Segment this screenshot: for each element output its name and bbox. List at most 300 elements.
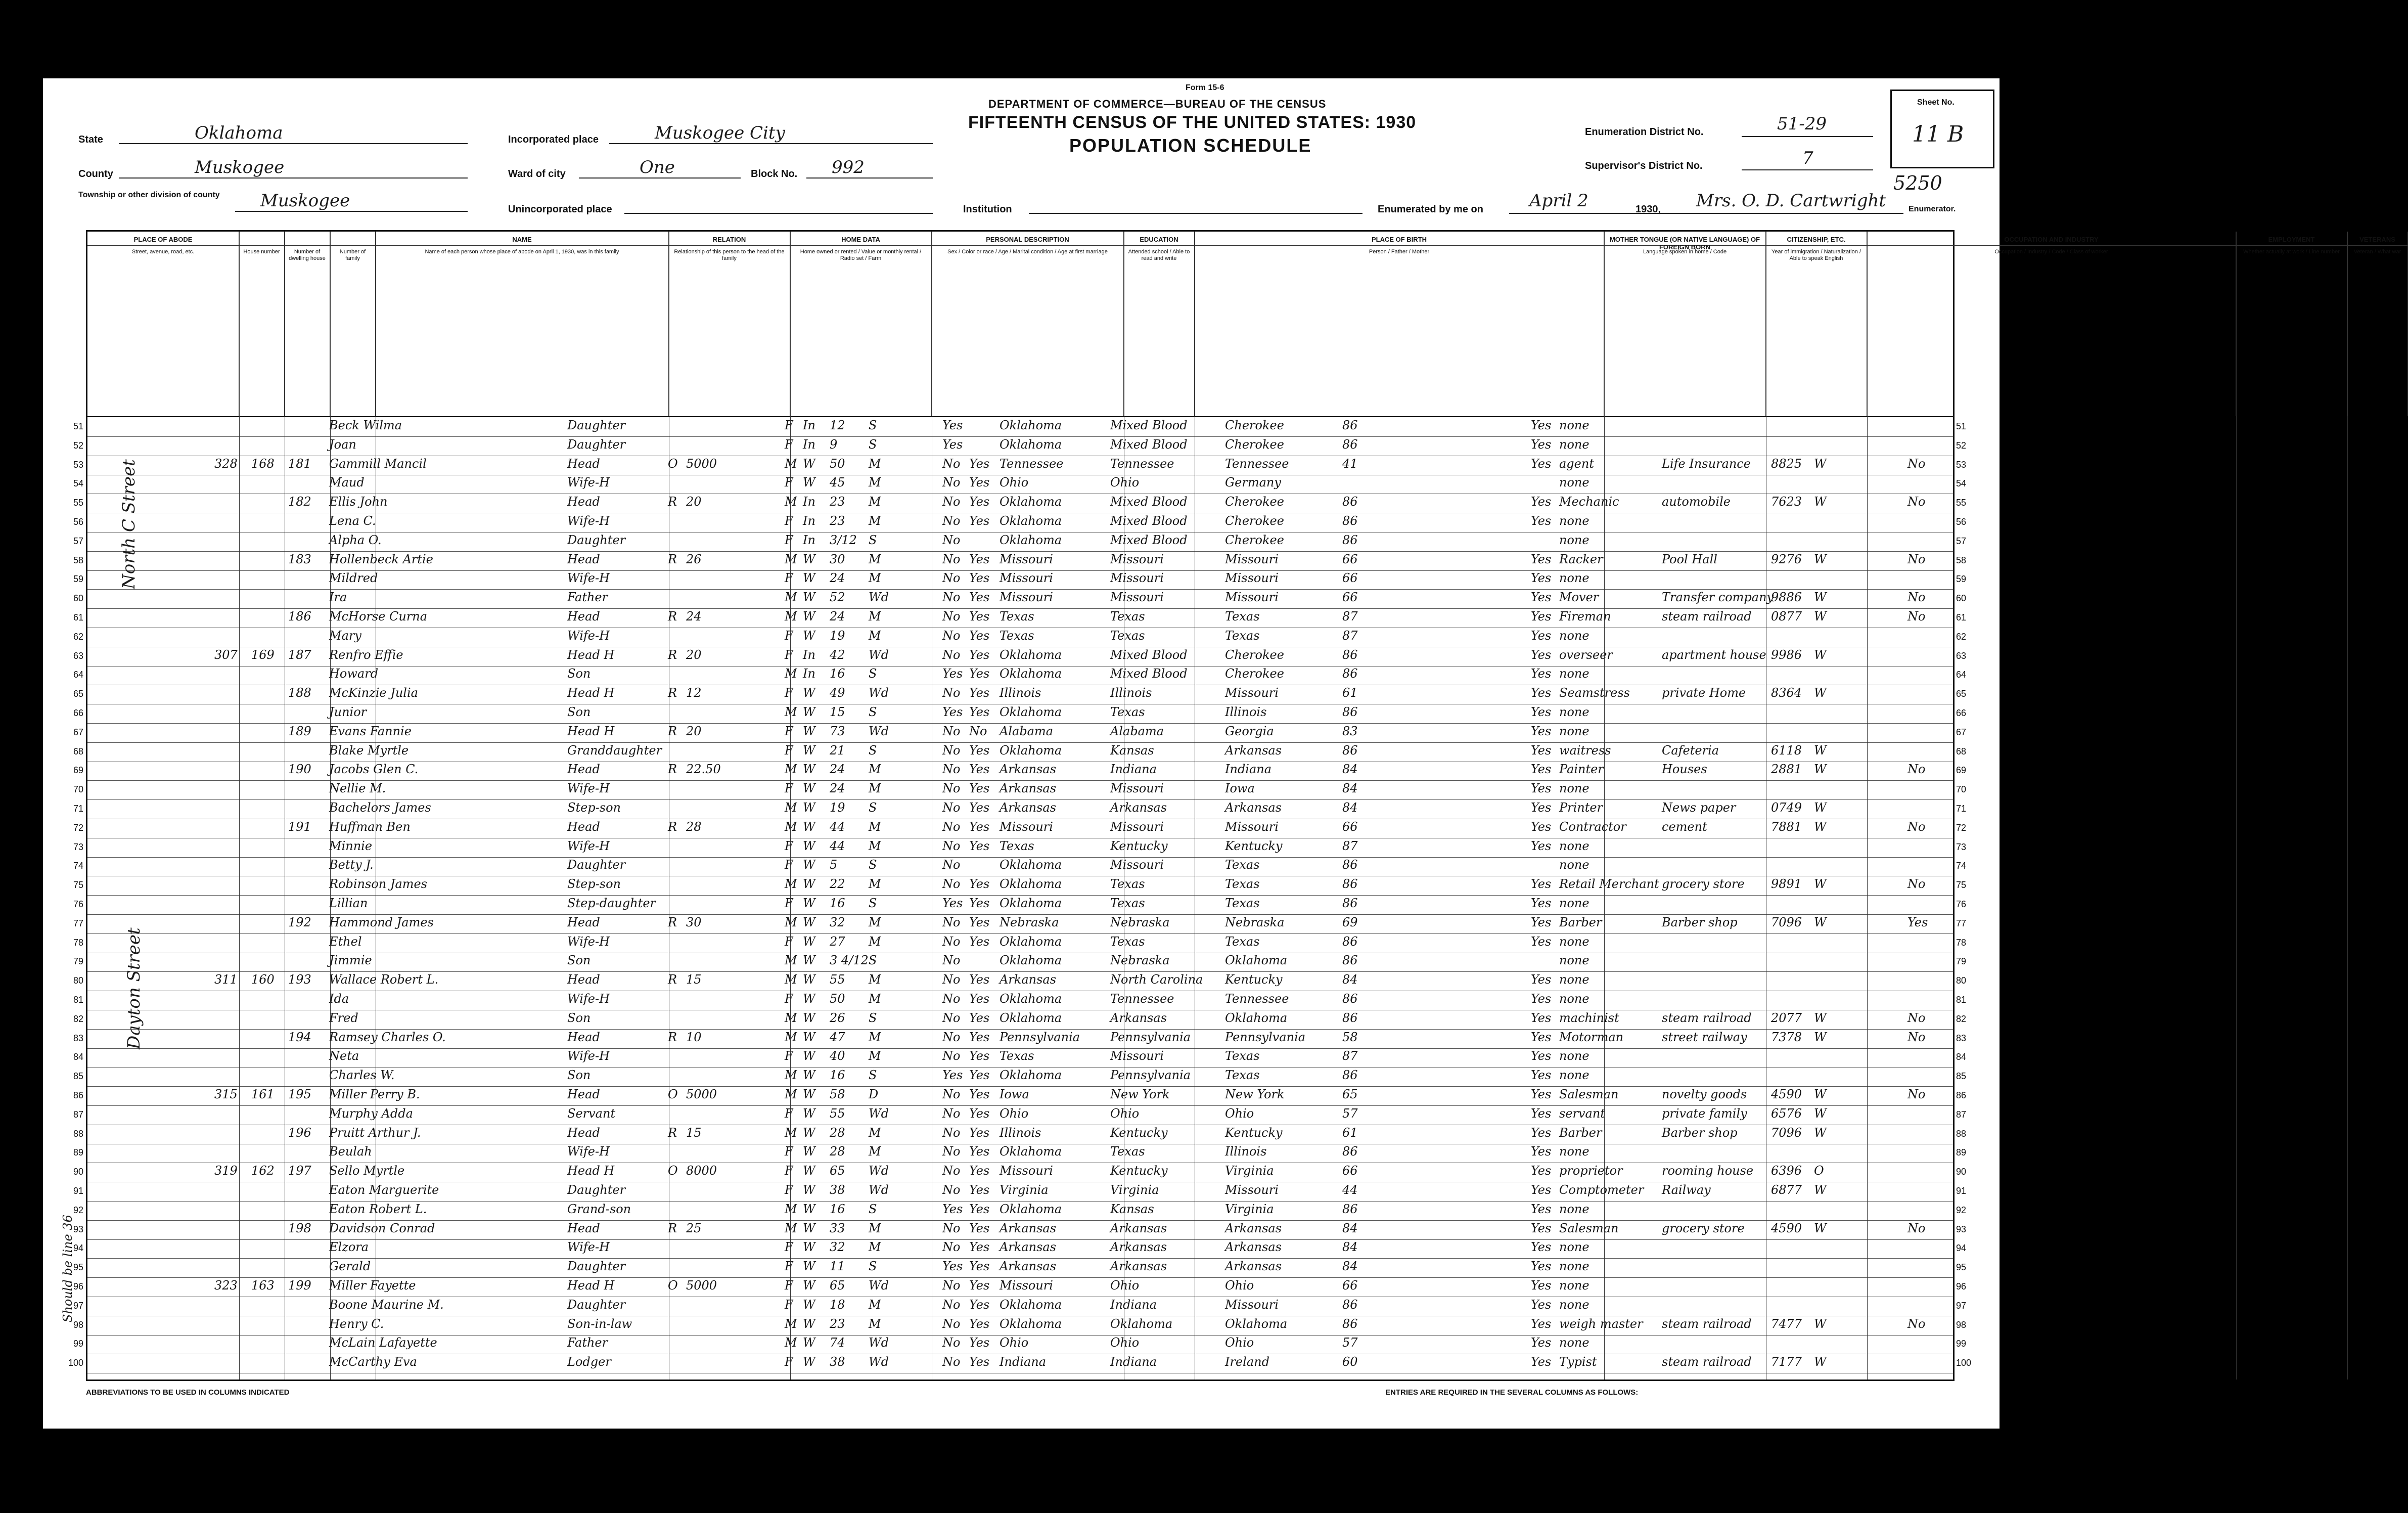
cell-english: Yes — [1531, 686, 1552, 700]
cell-occ_code: 7477 — [1771, 1316, 1802, 1331]
cell-name: Huffman Ben — [329, 819, 411, 834]
cell-birth: Oklahoma — [999, 858, 1062, 872]
cell-school: No — [942, 838, 961, 853]
cell-mother: Missouri — [1225, 552, 1279, 566]
cell-occupation: none — [1559, 1278, 1589, 1293]
incorporated-value: Muskogee City — [655, 123, 785, 143]
cell-tenure: R — [668, 724, 677, 738]
cell-sex: F — [785, 514, 793, 528]
cell-code: 86 — [1342, 953, 1358, 968]
cell-read: Yes — [969, 992, 990, 1006]
cell-birth: Oklahoma — [999, 1144, 1062, 1159]
column-header — [1195, 232, 1604, 416]
column-header — [1766, 232, 1867, 416]
cell-name: McKinzie Julia — [329, 686, 418, 700]
cell-read: Yes — [969, 475, 990, 490]
line-number-right: 82 — [1956, 1013, 1967, 1024]
table-row — [73, 761, 1967, 781]
cell-occ_code: 7881 — [1771, 819, 1802, 834]
line-number-right: 54 — [1956, 478, 1967, 489]
cell-house: 311 — [214, 972, 238, 987]
enumerated-date: April 2 — [1529, 191, 1588, 211]
cell-race: W — [803, 896, 815, 910]
cell-birth: Iowa — [999, 1087, 1029, 1101]
form-number: Form 15-6 — [1186, 83, 1224, 92]
cell-code: 57 — [1342, 1106, 1358, 1121]
punch-hole — [2013, 731, 2030, 748]
cell-school: No — [942, 1240, 961, 1255]
cell-value: 5000 — [686, 1278, 717, 1293]
cell-race: W — [803, 1278, 815, 1293]
cell-father: Oklahoma — [1110, 1316, 1173, 1331]
cell-race: W — [803, 953, 815, 968]
cell-relation: Head — [567, 1087, 600, 1101]
column-group-label: PERSONAL DESCRIPTION — [932, 232, 1123, 246]
cell-school: No — [942, 475, 961, 490]
column-header — [239, 232, 285, 416]
cell-english: Yes — [1531, 647, 1552, 662]
cell-name: Pruitt Arthur J. — [329, 1125, 421, 1140]
cell-value: 30 — [686, 915, 702, 929]
line-number: 67 — [73, 727, 83, 737]
cell-occupation: none — [1559, 953, 1589, 968]
footer-abbreviations: ABBREVIATIONS TO BE USED IN COLUMNS INDICATED — [86, 1388, 290, 1397]
cell-read: Yes — [969, 819, 990, 834]
line-number: 64 — [73, 670, 83, 680]
cell-occupation: none — [1559, 1240, 1589, 1255]
cell-birth: Oklahoma — [999, 743, 1062, 758]
line-number: 55 — [73, 498, 83, 508]
cell-marital: Wd — [869, 590, 889, 605]
cell-father: Mixed Blood — [1110, 666, 1188, 681]
cell-age: 52 — [830, 590, 845, 605]
cell-value: 28 — [686, 819, 702, 834]
cell-relation: Son — [567, 666, 591, 681]
cell-name: Hollenbeck Artie — [329, 552, 433, 566]
cell-sex: M — [785, 1221, 797, 1235]
cell-mother: Cherokee — [1225, 666, 1284, 681]
line-number-right: 88 — [1956, 1128, 1967, 1139]
cell-sex: M — [785, 1336, 797, 1350]
cell-relation: Wife-H — [567, 1240, 610, 1255]
cell-birth: Oklahoma — [999, 934, 1062, 949]
cell-name: Miller Perry B. — [329, 1087, 420, 1101]
cell-age: 15 — [830, 705, 845, 719]
cell-family: 195 — [288, 1087, 311, 1101]
table-row — [73, 1067, 1967, 1087]
cell-sex: F — [785, 934, 793, 949]
cell-code: 58 — [1342, 1030, 1358, 1044]
cell-mother: Iowa — [1225, 781, 1255, 796]
table-row — [73, 914, 1967, 934]
table-row — [73, 971, 1967, 991]
cell-mother: Illinois — [1225, 1144, 1267, 1159]
cell-name: Ellis John — [329, 495, 388, 509]
cell-name: Maud — [329, 475, 365, 490]
footer — [86, 1388, 1951, 1418]
cell-birth: Oklahoma — [999, 514, 1062, 528]
cell-tenure: O — [668, 1278, 678, 1293]
cell-school: No — [942, 800, 961, 815]
cell-birth: Arkansas — [999, 781, 1057, 796]
cell-father: Arkansas — [1110, 1010, 1167, 1025]
cell-birth: Oklahoma — [999, 437, 1062, 452]
cell-relation: Wife-H — [567, 838, 610, 853]
cell-family: 182 — [288, 495, 311, 509]
cell-birth: Arkansas — [999, 972, 1057, 987]
cell-marital: S — [869, 666, 877, 681]
cell-age: 38 — [830, 1355, 845, 1369]
cell-sex: M — [785, 590, 797, 605]
cell-code: 44 — [1342, 1183, 1358, 1197]
cell-relation: Daughter — [567, 418, 626, 432]
cell-read: Yes — [969, 1087, 990, 1101]
cell-occupation: machinist — [1559, 1010, 1619, 1025]
line-number: 76 — [73, 899, 83, 909]
cell-father: Mixed Blood — [1110, 647, 1188, 662]
cell-race: W — [803, 1355, 815, 1369]
cell-tenure: O — [668, 456, 678, 471]
cell-father: Arkansas — [1110, 800, 1167, 815]
cell-marital: M — [869, 495, 881, 509]
cell-mother: Missouri — [1225, 590, 1279, 605]
cell-occ_code: 7623 — [1771, 495, 1802, 509]
cell-father: Texas — [1110, 705, 1145, 719]
column-header — [1604, 232, 1766, 416]
cell-sex: M — [785, 1316, 797, 1331]
cell-mother: Ohio — [1225, 1106, 1254, 1121]
cell-school: No — [942, 743, 961, 758]
table-row — [73, 685, 1967, 704]
cell-birth: Oklahoma — [999, 647, 1062, 662]
cell-sex: F — [785, 724, 793, 738]
line-number: 91 — [73, 1186, 83, 1196]
cell-occupation: Contractor — [1559, 819, 1626, 834]
cell-read: Yes — [969, 743, 990, 758]
cell-father: Texas — [1110, 934, 1145, 949]
cell-birth: Oklahoma — [999, 1202, 1062, 1216]
cell-school: Yes — [942, 437, 963, 452]
cell-mother: Nebraska — [1225, 915, 1285, 929]
cell-code: 66 — [1342, 1278, 1358, 1293]
line-number-right: 96 — [1956, 1281, 1967, 1292]
cell-father: Tennessee — [1110, 992, 1174, 1006]
cell-age: 50 — [830, 456, 845, 471]
cell-relation: Son — [567, 953, 591, 968]
cell-race: In — [803, 437, 815, 452]
cell-read: Yes — [969, 1144, 990, 1159]
cell-read: Yes — [969, 1106, 990, 1121]
column-group-label: OCCUPATION AND INDUSTRY — [1867, 232, 2236, 246]
line-number: 66 — [73, 708, 83, 718]
cell-mother: Texas — [1225, 1049, 1260, 1063]
cell-marital: M — [869, 992, 881, 1006]
column-header — [669, 232, 790, 416]
cell-vet: No — [1907, 1316, 1926, 1331]
cell-code: 65 — [1342, 1087, 1358, 1101]
cell-name: Henry C. — [329, 1316, 384, 1331]
cell-english: Yes — [1531, 1068, 1552, 1083]
line-number: 75 — [73, 880, 83, 891]
table-row — [73, 647, 1967, 666]
cell-father: Kansas — [1110, 743, 1154, 758]
cell-occupation: none — [1559, 1144, 1589, 1159]
cell-relation: Step-daughter — [567, 896, 656, 910]
table-row — [73, 742, 1967, 762]
column-sub-label: Whether actually at work / Line number — [2243, 249, 2340, 255]
cell-name: Bachelors James — [329, 800, 431, 815]
column-header — [87, 232, 239, 416]
line-number: 77 — [73, 918, 83, 928]
cell-age: 73 — [830, 724, 845, 738]
cell-tenure: R — [668, 609, 677, 624]
cell-industry: Cafeteria — [1662, 743, 1719, 758]
cell-school: No — [942, 628, 961, 643]
cell-father: Mixed Blood — [1110, 437, 1188, 452]
cell-age: 3 4/12 — [830, 953, 869, 968]
cell-marital: M — [869, 1221, 881, 1235]
cell-worker: W — [1814, 590, 1827, 605]
cell-code: 87 — [1342, 838, 1358, 853]
ed-value: 51-29 — [1777, 114, 1827, 134]
cell-name: Minnie — [329, 838, 373, 853]
cell-birth: Ohio — [999, 1336, 1029, 1350]
line-number-right: 74 — [1956, 861, 1967, 871]
cell-school: Yes — [942, 1068, 963, 1083]
cell-occupation: Painter — [1559, 762, 1604, 777]
cell-occupation: none — [1559, 705, 1589, 719]
cell-code: 86 — [1342, 514, 1358, 528]
cell-sex: M — [785, 666, 797, 681]
cell-read: Yes — [969, 628, 990, 643]
line-number: 63 — [73, 650, 83, 661]
cell-english: Yes — [1531, 819, 1552, 834]
cell-code: 84 — [1342, 762, 1358, 777]
cell-sex: F — [785, 781, 793, 796]
cell-relation: Head — [567, 972, 600, 987]
cell-race: W — [803, 1049, 815, 1063]
cell-father: Ohio — [1110, 1278, 1140, 1293]
cell-birth: Oklahoma — [999, 418, 1062, 432]
table-row — [73, 1297, 1967, 1316]
cell-birth: Oklahoma — [999, 1297, 1062, 1312]
cell-worker: W — [1814, 1010, 1827, 1025]
cell-race: W — [803, 1336, 815, 1350]
cell-name: Gerald — [329, 1259, 371, 1274]
cell-father: Arkansas — [1110, 1221, 1167, 1235]
cell-read: Yes — [969, 1240, 990, 1255]
cell-mother: Cherokee — [1225, 532, 1284, 547]
cell-occupation: Typist — [1559, 1355, 1597, 1369]
line-number: 90 — [73, 1167, 83, 1177]
cell-name: Ramsey Charles O. — [329, 1030, 446, 1044]
cell-relation: Lodger — [567, 1355, 611, 1369]
cell-code: 66 — [1342, 552, 1358, 566]
sheet-value: 11 B — [1912, 121, 1964, 147]
cell-worker: W — [1814, 456, 1827, 471]
cell-race: W — [803, 877, 815, 892]
cell-family: 193 — [288, 972, 311, 987]
cell-age: 55 — [830, 972, 845, 987]
cell-relation: Step-son — [567, 877, 621, 892]
cell-english: Yes — [1531, 743, 1552, 758]
cell-relation: Wife-H — [567, 514, 610, 528]
state-value: Oklahoma — [195, 123, 283, 143]
cell-age: 26 — [830, 1010, 845, 1025]
cell-birth: Missouri — [999, 590, 1053, 605]
column-sub-label: Number of family — [339, 249, 366, 261]
column-rule — [2236, 232, 2237, 1380]
cell-family: 198 — [288, 1221, 311, 1235]
cell-occ_code: 8364 — [1771, 686, 1802, 700]
cell-mother: Arkansas — [1225, 743, 1282, 758]
line-number-right: 62 — [1956, 631, 1967, 642]
cell-father: Kansas — [1110, 1202, 1154, 1216]
cell-school: No — [942, 532, 961, 547]
cell-school: No — [942, 495, 961, 509]
cell-father: Kentucky — [1110, 1164, 1168, 1178]
cell-marital: M — [869, 475, 881, 490]
cell-value: 15 — [686, 1125, 702, 1140]
line-number: 78 — [73, 937, 83, 948]
cell-code: 87 — [1342, 609, 1358, 624]
cell-tenure: R — [668, 762, 677, 777]
cell-vet: No — [1907, 877, 1926, 892]
column-sub-label: Year of immigration / Naturalization / Able to speak English — [1771, 249, 1861, 261]
column-group-label: EMPLOYMENT — [2236, 232, 2347, 246]
cell-occupation: Salesman — [1559, 1221, 1619, 1235]
line-number-right: 65 — [1956, 689, 1967, 699]
cell-family: 187 — [288, 647, 311, 662]
cell-read: Yes — [969, 1259, 990, 1274]
line-number: 57 — [73, 536, 83, 546]
cell-age: 9 — [830, 437, 838, 452]
cell-marital: S — [869, 953, 877, 968]
cell-marital: M — [869, 1297, 881, 1312]
cell-english: Yes — [1531, 1183, 1552, 1197]
enumerator-label: Enumerator. — [1909, 205, 1956, 213]
cell-code: 66 — [1342, 819, 1358, 834]
table-row — [73, 1316, 1967, 1336]
table-row — [73, 494, 1967, 513]
cell-mother: Texas — [1225, 858, 1260, 872]
line-number: 95 — [73, 1262, 83, 1273]
cell-race: W — [803, 1125, 815, 1140]
sheet-label: Sheet No. — [1917, 98, 1955, 107]
cell-industry: Pool Hall — [1662, 552, 1717, 566]
table-row — [73, 895, 1967, 915]
cell-english: Yes — [1531, 1221, 1552, 1235]
cell-father: Texas — [1110, 877, 1145, 892]
column-sub-label: Sex / Color or race / Age / Marital condition / Age at first marriage — [947, 249, 1108, 255]
cell-father: Arkansas — [1110, 1259, 1167, 1274]
cell-mother: Ohio — [1225, 1336, 1254, 1350]
cell-industry: Barber shop — [1662, 915, 1738, 929]
cell-english: Yes — [1531, 1087, 1552, 1101]
cell-sex: M — [785, 1202, 797, 1216]
cell-code: 69 — [1342, 915, 1358, 929]
cell-english: Yes — [1531, 1010, 1552, 1025]
cell-birth: Arkansas — [999, 800, 1057, 815]
cell-relation: Head — [567, 1221, 600, 1235]
cell-mother: Ohio — [1225, 1278, 1254, 1293]
cell-occupation: waitress — [1559, 743, 1611, 758]
cell-name: McLain Lafayette — [329, 1336, 437, 1350]
cell-read: Yes — [969, 1221, 990, 1235]
line-number-right: 87 — [1956, 1109, 1967, 1120]
cell-age: 28 — [830, 1144, 845, 1159]
cell-marital: S — [869, 437, 877, 452]
table-row — [68, 1354, 1972, 1373]
cell-read: Yes — [969, 800, 990, 815]
cell-family: 196 — [288, 1125, 311, 1140]
cell-father: Texas — [1110, 609, 1145, 624]
line-number-right: 92 — [1956, 1205, 1967, 1215]
cell-industry: Houses — [1662, 762, 1707, 777]
line-number-right: 83 — [1956, 1033, 1967, 1043]
cell-industry: Barber shop — [1662, 1125, 1738, 1140]
cell-relation: Head H — [567, 1164, 615, 1178]
cell-read: Yes — [969, 972, 990, 987]
cell-industry: steam railroad — [1662, 1316, 1752, 1331]
cell-sex: F — [785, 437, 793, 452]
cell-english: Yes — [1531, 495, 1552, 509]
column-sub-label: Veteran / What war — [2353, 249, 2401, 255]
cell-race: W — [803, 1144, 815, 1159]
line-number: 54 — [73, 478, 83, 489]
cell-race: W — [803, 1106, 815, 1121]
cell-english: Yes — [1531, 1355, 1552, 1369]
cell-sex: F — [785, 992, 793, 1006]
cell-english: Yes — [1531, 456, 1552, 471]
cell-father: Pennsylvania — [1110, 1030, 1191, 1044]
cell-race: W — [803, 1221, 815, 1235]
cell-occupation: servant — [1559, 1106, 1605, 1121]
cell-birth: Oklahoma — [999, 495, 1062, 509]
column-header — [932, 232, 1124, 416]
cell-marital: Wd — [869, 1355, 889, 1369]
line-number: 82 — [73, 1013, 83, 1024]
cell-name: Beck Wilma — [329, 418, 402, 432]
cell-english: Yes — [1531, 992, 1552, 1006]
cell-age: 23 — [830, 514, 845, 528]
cell-relation: Son — [567, 705, 591, 719]
cell-industry: automobile — [1662, 495, 1731, 509]
cell-code: 84 — [1342, 800, 1358, 815]
line-number-right: 97 — [1956, 1300, 1967, 1311]
cell-tenure: R — [668, 1030, 677, 1044]
line-number-right: 57 — [1956, 536, 1967, 546]
cell-industry: grocery store — [1662, 877, 1745, 892]
cell-age: 45 — [830, 475, 845, 490]
cell-relation: Father — [567, 1336, 608, 1350]
cell-code: 86 — [1342, 647, 1358, 662]
table-row — [73, 704, 1967, 724]
cell-mother: Missouri — [1225, 819, 1279, 834]
cell-occupation: agent — [1559, 456, 1594, 471]
line-number-right: 91 — [1956, 1186, 1967, 1196]
cell-occ_code: 9276 — [1771, 552, 1802, 566]
cell-occupation: Comptometer — [1559, 1183, 1644, 1197]
cell-name: Jacobs Glen C. — [329, 762, 419, 777]
line-number: 79 — [73, 956, 83, 967]
cell-relation: Daughter — [567, 1297, 626, 1312]
township-label: Township or other division of county — [78, 191, 220, 199]
cell-tenure: R — [668, 972, 677, 987]
cell-race: W — [803, 1316, 815, 1331]
cell-father: Mixed Blood — [1110, 532, 1188, 547]
cell-name: Eaton Robert L. — [329, 1202, 427, 1216]
